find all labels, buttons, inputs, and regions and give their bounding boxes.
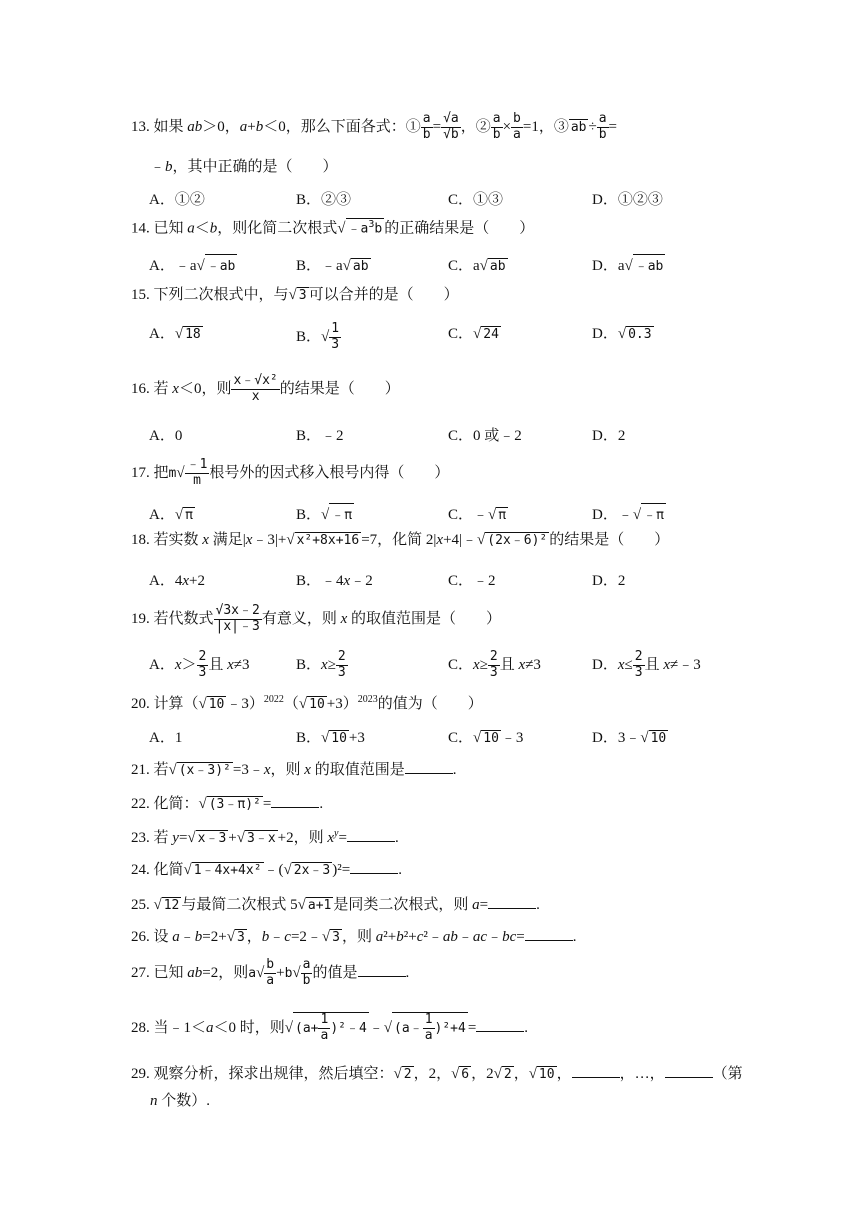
option-b: B．②③ (296, 192, 352, 208)
answer-blank[interactable] (665, 1062, 713, 1078)
question-13-line2: ﹣b，其中正确的是（ ） (150, 159, 338, 175)
option-c: C．①③ (448, 192, 504, 208)
option-b: B．√ ﹣π (296, 503, 354, 524)
option-c: C．﹣2 (448, 573, 496, 589)
option-a: A．x＞ $\frac{2}{3}$ 且 x≠3 (149, 649, 250, 680)
answer-blank[interactable] (358, 961, 406, 977)
question-18: 18. 若实数 x 满足|x﹣3|+√ x²+8x+16 =7，化简 2|x+4|﹣√ (2x﹣6)² 的结果是（ ） (131, 532, 670, 548)
option-a: A．①② (149, 192, 205, 208)
answer-blank[interactable] (405, 758, 453, 774)
option-d: D．2 (592, 573, 626, 589)
option-c: C．0 或﹣2 (448, 428, 522, 444)
answer-blank[interactable] (476, 1016, 524, 1032)
option-b: B．﹣2 (296, 428, 344, 444)
question-24: 24. 化简√ 1﹣4x+4x² ﹣(√ 2x﹣3 )²= . (131, 858, 741, 879)
question-22: 22. 化简：√ (3﹣π)² = . (131, 792, 741, 813)
question-26: 26. 设 a﹣b=2+√ 3 ，b﹣c=2﹣√ 3 ，则 a²+b²+c²﹣ab﹣ac﹣bc= . (131, 925, 741, 946)
option-a: A．0 (149, 428, 183, 444)
question-28: 28. 当﹣1＜a＜0 时，则√ (a+ $\frac{1}{a}$ )²﹣4 ﹣√ (a﹣ $\frac{1}{a}$ )²+4 = . (131, 1012, 529, 1043)
option-d: D．2 (592, 428, 626, 444)
question-15: 15. 下列二次根式中，与√ 3 可以合并的是（ ） (131, 287, 459, 303)
option-d: D．√ 0.3 (592, 326, 652, 342)
option-a: A．4x+2 (149, 573, 205, 589)
question-29-line2: n 个数）. (150, 1093, 211, 1109)
question-27: 27. 已知 ab=2，则a√ $\frac{b}{a}$ +b√ $\frac{a}{b}$ 的值是 . (131, 957, 410, 988)
option-a: A．﹣a√ ﹣ab (149, 254, 237, 275)
answer-blank[interactable] (488, 893, 536, 909)
option-d: D．x≤ $\frac{2}{3}$ 且 x≠﹣3 (592, 649, 701, 680)
option-b: B．x≥ $\frac{2}{3}$ (296, 649, 346, 680)
answer-blank[interactable] (572, 1062, 620, 1078)
question-17: 17. 把m√ $\frac{﹣1}{m}$ 根号外的因式移入根号内得（ ） (131, 457, 450, 488)
option-b: B．√ $\frac{1}{3}$ (296, 321, 340, 352)
option-d: D．①②③ (592, 192, 663, 208)
question-13 (131, 112, 741, 143)
answer-blank[interactable] (350, 858, 398, 874)
option-c: C．√ 24 (448, 326, 499, 342)
option-c: C．﹣√ π (448, 507, 507, 523)
question-number: 13. (131, 118, 150, 135)
question-14: 14. 已知 a＜b，则化简二次根式√ $﹣a^3b$ 的正确结果是（ ） (131, 219, 535, 237)
option-a: A．√ π (149, 507, 193, 523)
question-20: 20. 计算（√ 10 ﹣3）$^{2022}$（√ 10 +3）$^{2023}$的值为（ ） (131, 694, 483, 712)
option-d: D．3﹣√ 10 (592, 730, 667, 746)
option-d: D．a√ ﹣ab (592, 254, 665, 275)
option-c: C．x≥ $\frac{2}{3}$ 且 x≠3 (448, 649, 541, 680)
option-a: A．√ 18 (149, 326, 201, 342)
option-a: A．1 (149, 730, 183, 746)
answer-blank[interactable] (347, 826, 395, 842)
question-23: 23. 若 y=√ x﹣3 +√ 3﹣x +2，则 $x^y=$ . (131, 828, 399, 846)
answer-blank[interactable] (271, 792, 319, 808)
option-c: C．a√ ab (448, 258, 506, 274)
question-19: 19. 若代数式 $\frac{√3x﹣2}{|x|﹣3}$ 有意义，则 x 的取值范围是（ ） (131, 603, 502, 634)
option-c: C．√ 10 ﹣3 (448, 730, 524, 746)
option-b: B．√ 10 +3 (296, 730, 365, 746)
option-b: B．﹣a√ ab (296, 258, 369, 274)
question-13-line1: 如果 ab＞0，a+b＜0，那么下面各式：① $\frac{a}{b}$ = $\frac{√a}{√b}$ ，② $\frac{a}{b}$ × $\frac{b}{a}$ =1，③ ab ÷ $\frac{a}{b}$ = (153, 111, 618, 142)
question-29: 29. 观察分析，探求出规律，然后填空：√ 2 ，2，√ 6 ，2√ 2 ，√ 10 ， ，…， （第 (131, 1062, 741, 1083)
option-d: D．﹣√ ﹣π (592, 503, 666, 524)
question-21: 21. 若√ (x﹣3)² =3﹣x，则 x 的取值范围是 . (131, 758, 741, 779)
option-b: B．﹣4x﹣2 (296, 573, 373, 589)
question-16: 16. 若 x＜0，则 $\frac{\text{x﹣√x²}}{x}$ 的结果是（ ） (131, 373, 400, 404)
question-25: 25. √ 12 与最简二次根式 5√ a+1 是同类二次根式，则 a= . (131, 893, 741, 914)
answer-blank[interactable] (525, 925, 573, 941)
